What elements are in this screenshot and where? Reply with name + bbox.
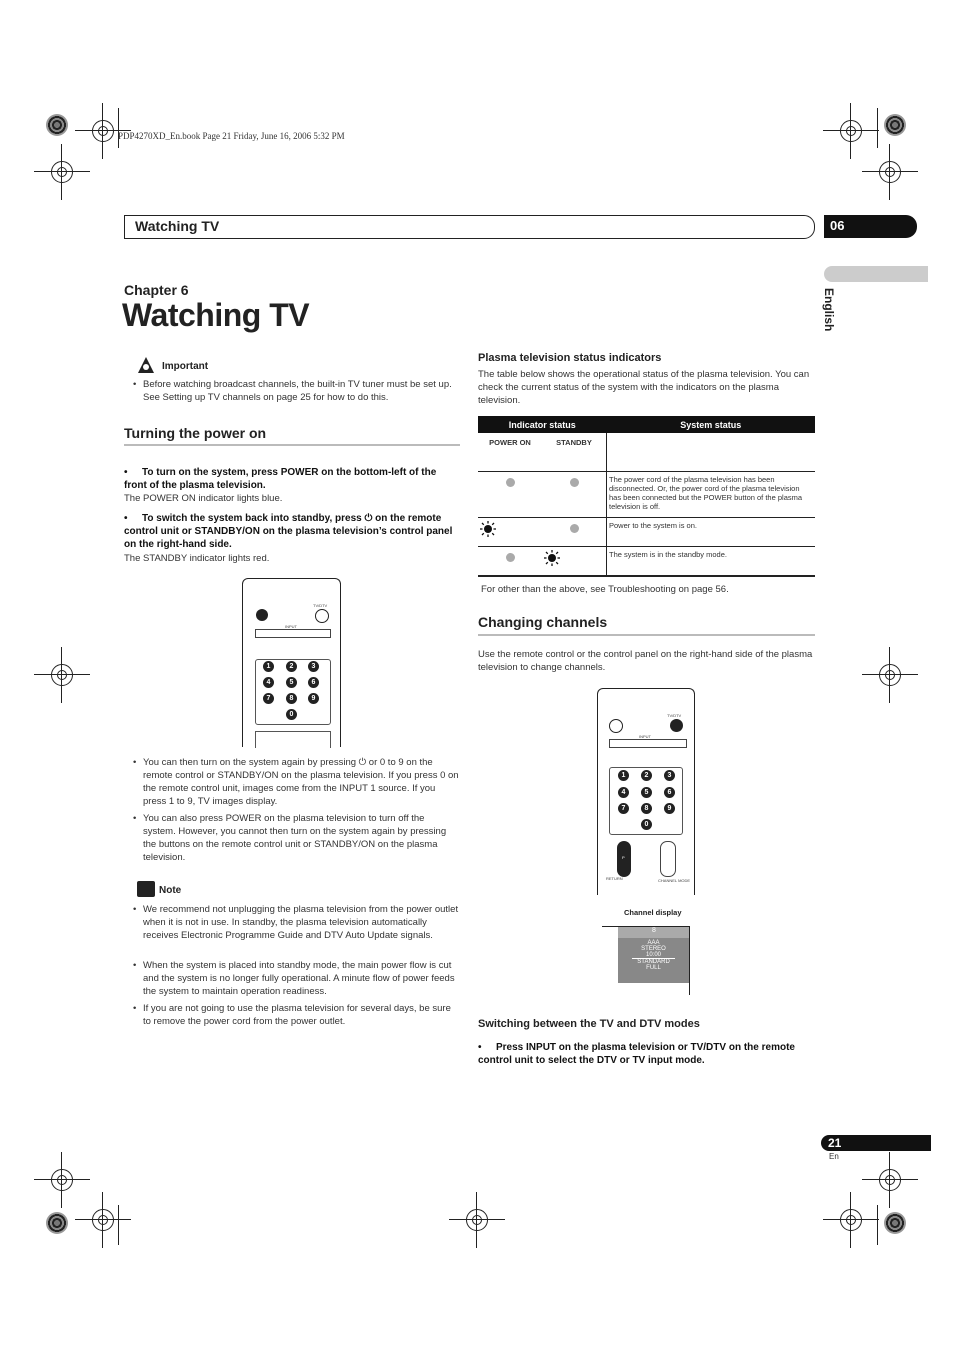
key-7: 7 xyxy=(618,803,629,814)
key-1: 1 xyxy=(263,661,274,672)
registration-mark xyxy=(89,117,117,145)
input-label: INPUT xyxy=(639,734,651,739)
screen-size: FULL xyxy=(646,965,661,971)
indicator-lit-icon xyxy=(544,550,560,566)
p-label: P xyxy=(622,855,625,860)
key-0: 0 xyxy=(286,709,297,720)
key-1: 1 xyxy=(618,770,629,781)
language-label: English xyxy=(822,288,836,332)
crop-mark xyxy=(877,108,878,148)
key-4: 4 xyxy=(263,677,274,688)
table-row xyxy=(478,471,815,517)
step-bullet: • xyxy=(124,513,128,524)
registration-mark xyxy=(837,1206,865,1234)
volume-rocker xyxy=(660,841,676,877)
key-7: 7 xyxy=(263,693,274,704)
indicator-off-icon xyxy=(570,478,579,487)
status-row-2-text: Power to the system is on. xyxy=(607,517,816,546)
remote-lower-controls xyxy=(255,731,331,748)
important-text: • Before watching broadcast channels, the built-in TV tuner must be set up. See Setting up TV channels on page 25 for how to do this. xyxy=(143,378,459,404)
tv-dtv-label: TV/DTV xyxy=(313,603,328,608)
chapter-number-badge xyxy=(824,215,917,238)
input-buttons-row xyxy=(609,739,687,748)
table-row xyxy=(478,517,815,546)
color-dial-mark xyxy=(884,1212,906,1234)
switching-step: Press INPUT on the plasma television or TV/DTV on the remote control unit to select the DTV or TV input mode. xyxy=(478,1042,795,1066)
key-5: 5 xyxy=(641,787,652,798)
power-bullet-2: • You can also press POWER on the plasma television to turn off the system. However, you cannot then turn on the system again by pressing the buttons on the remote control unit or STANDBY/ON on the plasma television. xyxy=(143,812,459,864)
status-footer: For other than the above, see Troubleshooting on page 56. xyxy=(481,584,729,595)
sub-header-empty xyxy=(607,433,816,471)
indicator-off-icon xyxy=(506,553,515,562)
status-heading: Plasma television status indicators xyxy=(478,352,662,364)
power-bullet-1: • You can then turn on the system again by pressing ⏻ or 0 to 9 on the remote control or STANDBY/ON on the plasma television. If you press 0 on the remote control unit, images come from the INPUT 1 source. If you press 1 to 9, TV images display. xyxy=(143,756,459,808)
status-row-3-text: The system is in the standby mode. xyxy=(607,546,816,576)
page-number-badge xyxy=(821,1135,931,1151)
audio-mode: STEREO xyxy=(641,946,666,952)
registration-mark xyxy=(876,1166,904,1194)
note-bullet-2: • When the system is placed into standby mode, the main power flow is cut and the system is no longer fully operational. A minute flow of power feeds the system to maintain operation readiness. xyxy=(143,959,459,998)
key-3: 3 xyxy=(308,661,319,672)
return-label: RETURN xyxy=(606,876,623,881)
section-header-title: Watching TV xyxy=(135,218,220,234)
registration-mark xyxy=(837,117,865,145)
tv-dtv-button xyxy=(315,609,329,623)
key-6: 6 xyxy=(308,677,319,688)
page-title: Watching TV xyxy=(122,297,310,333)
page-language: En xyxy=(829,1152,839,1161)
key-5: 5 xyxy=(286,677,297,688)
color-dial-mark xyxy=(46,114,68,136)
indicator-off-icon xyxy=(506,478,515,487)
picture-mode: STANDARD xyxy=(632,958,675,965)
chapter-number: 06 xyxy=(830,218,845,233)
indicator-off-icon xyxy=(570,524,579,533)
crop-mark xyxy=(118,1205,119,1245)
channel-display-caption: Channel display xyxy=(624,908,682,917)
important-icon xyxy=(137,356,155,374)
tv-dtv-label: TV/DTV xyxy=(667,713,682,718)
key-0: 0 xyxy=(641,819,652,830)
indicator-lit-icon xyxy=(480,521,496,537)
channel-number: 8 xyxy=(618,927,689,938)
registration-mark xyxy=(48,1166,76,1194)
channel-mode-label: CHANNEL MODE xyxy=(658,878,691,883)
registration-mark xyxy=(463,1206,491,1234)
registration-mark xyxy=(876,158,904,186)
switching-heading: Switching between the TV and DTV modes xyxy=(478,1018,700,1030)
heading-rule xyxy=(124,444,460,446)
registration-mark xyxy=(48,661,76,689)
table-row xyxy=(478,546,815,576)
page-number: 21 xyxy=(828,1136,842,1150)
power-step-2: To switch the system back into standby, press ⏻ on the remote control unit or STANDBY/ON on the plasma television’s control panel on the right-hand side. xyxy=(124,513,453,550)
remote-control-illustration xyxy=(242,578,341,747)
key-6: 6 xyxy=(664,787,675,798)
crop-mark xyxy=(877,1205,878,1245)
crop-mark xyxy=(118,108,119,148)
status-intro: The table below shows the operational status of the plasma television. You can check the current status of the system with the indicators on the plasma television. xyxy=(478,369,810,406)
status-row-1-text: The power cord of the plasma television has been disconnected. Or, the power cord of the plasma television has been connected but the POWER button of the plasma television is off. xyxy=(607,471,816,517)
chapter-label: Chapter 6 xyxy=(124,282,189,298)
language-tab xyxy=(824,266,928,282)
power-step-2-result: The STANDBY indicator lights red. xyxy=(124,553,270,564)
color-dial-mark xyxy=(884,114,906,136)
heading-rule xyxy=(478,634,815,636)
input-label: INPUT xyxy=(285,624,297,629)
important-heading: Important xyxy=(162,361,209,372)
key-2: 2 xyxy=(641,770,652,781)
channel-name: AAA xyxy=(647,940,660,946)
power-button-icon xyxy=(256,609,268,621)
channel-display xyxy=(618,927,689,983)
tv-dtv-button xyxy=(670,719,683,732)
book-info: PDP4270XD_En.book Page 21 Friday, June 16, 2006 5:32 PM xyxy=(118,131,345,141)
registration-mark xyxy=(89,1206,117,1234)
registration-mark xyxy=(876,661,904,689)
key-4: 4 xyxy=(618,787,629,798)
remote-control-illustration xyxy=(597,688,695,895)
status-table xyxy=(478,416,815,577)
turning-power-heading: Turning the power on xyxy=(124,425,267,441)
changing-channels-text: Use the remote control or the control panel on the right-hand side of the plasma television to change channels. xyxy=(478,649,813,673)
note-bullet-3: • If you are not going to use the plasma television for several days, be sure to remove the power cord from the power outlet. xyxy=(143,1002,459,1028)
power-button-icon xyxy=(609,719,623,733)
key-9: 9 xyxy=(664,803,675,814)
key-8: 8 xyxy=(286,693,297,704)
color-dial-mark xyxy=(46,1212,68,1234)
power-step-1-result: The POWER ON indicator lights blue. xyxy=(124,493,283,504)
col-indicator-status: Indicator status xyxy=(478,416,607,433)
key-3: 3 xyxy=(664,770,675,781)
col-system-status: System status xyxy=(607,416,816,433)
power-step-1: To turn on the system, press POWER on the bottom-left of the front of the plasma television. xyxy=(124,467,437,491)
display-frame-line xyxy=(689,926,690,995)
input-buttons-row xyxy=(255,629,331,638)
clock-time: 10:00 xyxy=(645,952,661,958)
key-2: 2 xyxy=(286,661,297,672)
sub-standby: STANDBY xyxy=(542,433,607,471)
note-icon xyxy=(137,881,155,897)
step-bullet: • xyxy=(478,1042,482,1053)
registration-mark xyxy=(48,158,76,186)
note-heading: Note xyxy=(159,885,182,896)
note-bullet-1: • We recommend not unplugging the plasma television from the power outlet when it is not in use. In standby, the plasma television automatically receives Electronic Programme Guide and DTV Auto Update signals. xyxy=(143,903,459,942)
step-bullet: • xyxy=(124,467,128,478)
section-header-bar xyxy=(124,215,815,239)
sub-power-on: POWER ON xyxy=(478,433,542,471)
changing-channels-heading: Changing channels xyxy=(478,614,608,630)
key-8: 8 xyxy=(641,803,652,814)
key-9: 9 xyxy=(308,693,319,704)
